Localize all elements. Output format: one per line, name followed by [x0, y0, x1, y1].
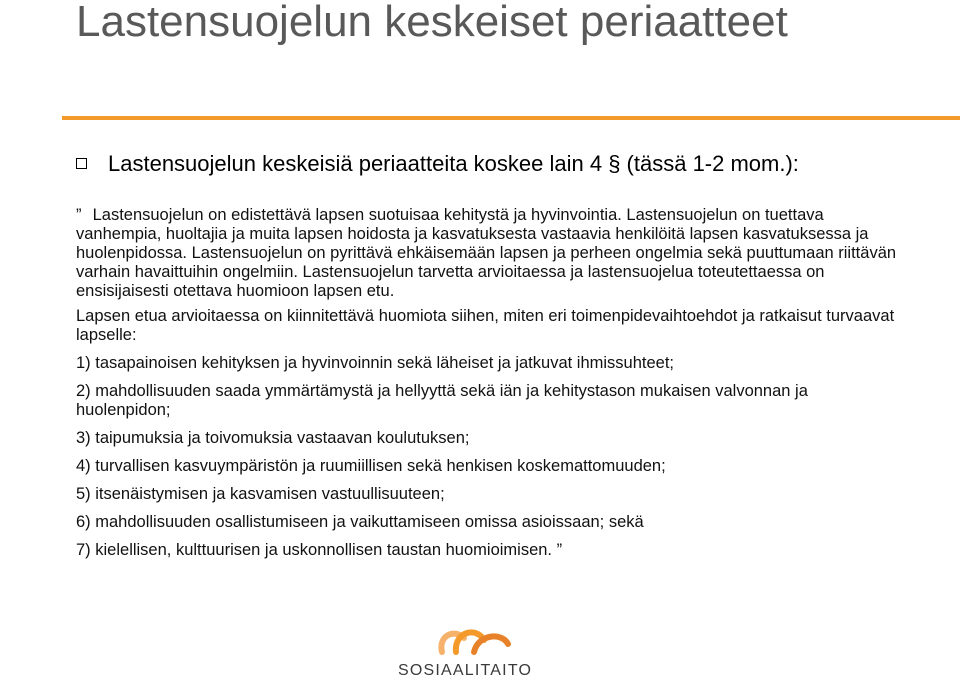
- bullet-text: Lastensuojelun keskeisiä periaatteita koskee lain 4 § (tässä 1-2 mom.):: [108, 151, 799, 176]
- list-item: 2) mahdollisuuden saada ymmärtämystä ja hellyyttä sekä iän ja kehitystason mukaisen valvonnan ja huolenpidon;: [76, 382, 808, 419]
- list-item: 3) taipumuksia ja toivomuksia vastaavan koulutuksen;: [76, 429, 470, 447]
- sosiaalitaito-logo: [398, 618, 558, 678]
- list-item: 6) mahdollisuuden osallistumiseen ja vaikuttamiseen omissa asioissaan; sekä: [76, 513, 644, 531]
- logo-wordmark: SOSIAALITAITO: [398, 662, 533, 679]
- square-bullet-icon: [76, 158, 87, 169]
- slide-title: Lastensuojelun keskeiset periaatteet: [76, 0, 788, 46]
- criteria-list: [76, 354, 906, 560]
- list-item: 1) tasapainoisen kehityksen ja hyvinvoinnin sekä läheiset ja jatkuvat ihmissuhteet;: [76, 354, 675, 372]
- title-divider: [62, 116, 960, 120]
- law-paragraph-1-text: Lastensuojelun on edistettävä lapsen suotuisaa kehitystä ja hyvinvointia. Lastensuojelun on tuettava vanhempia, huoltajia ja muita lapsen hoidosta ja kasvatuksesta vastaavia henkilöitä lapsen kasvatuksessa ja huolenpidossa. Lastensuojelun on pyrittävä ehkäisemään lapsen ja perheen ongelmia sekä puuttumaan riittävän varhain havaittuihin ongelmiin. Lastensuojelun tarvetta arvioitaessa ja lastensuojelua toteutettaessa on ensisijaisesti otettava huomioon lapsen etu.: [76, 206, 897, 300]
- list-item: 4) turvallisen kasvuympäristön ja ruumiillisen sekä henkisen koskemattomuuden;: [76, 457, 666, 475]
- list-item: 5) itsenäistymisen ja kasvamisen vastuullisuuteen;: [76, 485, 445, 503]
- slide-body: [76, 206, 906, 560]
- law-paragraph-1: [76, 206, 906, 301]
- logo-swirl-icon: [398, 618, 558, 662]
- main-bullet: [76, 150, 906, 178]
- opening-quote: ”: [76, 206, 82, 224]
- list-item: 7) kielellisen, kulttuurisen ja uskonnollisen taustan huomioimisen. ”: [76, 541, 563, 559]
- law-paragraph-2: Lapsen etua arvioitaessa on kiinnitettävä huomiota siihen, miten eri toimenpidevaihtoehdot ja ratkaisut turvaavat lapselle:: [76, 307, 895, 344]
